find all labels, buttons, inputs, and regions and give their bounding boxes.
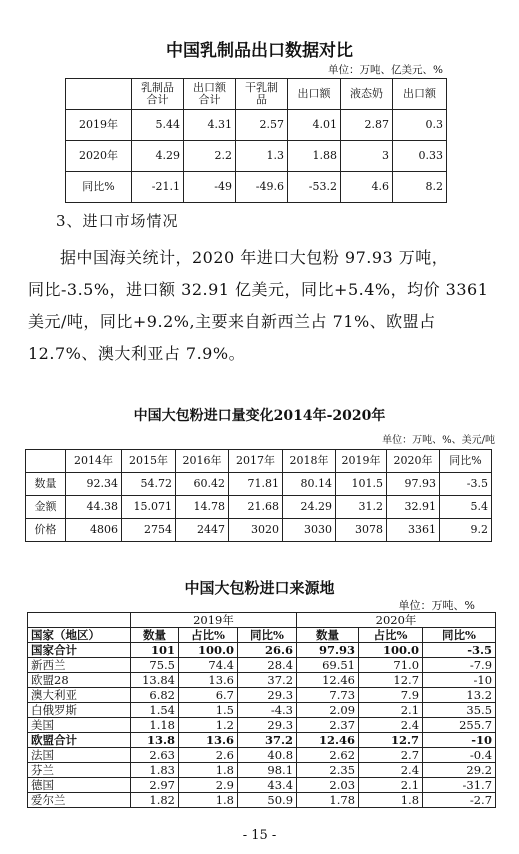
table2-cell: 92.34 — [66, 473, 122, 496]
table3-header-cell: 同比% — [238, 628, 297, 643]
table1-cell: -49.6 — [236, 172, 288, 203]
paragraph-line: 同比-3.5%，进口额 32.91 亿美元，同比+5.4%，均价 3361 — [28, 280, 489, 299]
table3-year-header: 2019年 — [131, 613, 297, 628]
table3-row — [28, 718, 496, 733]
table3-cell: 2.63 — [131, 748, 179, 763]
table2-header-cell: 同比% — [440, 450, 492, 473]
table1-cell: 2020年 — [66, 141, 132, 172]
section-heading: 3、进口市场情况 — [56, 212, 179, 230]
table1-cell: 0.33 — [393, 141, 447, 172]
table3-cell: 12.46 — [297, 673, 359, 688]
table1-cell: 1.3 — [236, 141, 288, 172]
table3-cell: -31.7 — [423, 778, 496, 793]
table3-cell: 2.1 — [359, 778, 423, 793]
table2-cell: 金额 — [26, 496, 66, 519]
paragraph-line: 12.7%、澳大利亚占 7.9%。 — [28, 344, 246, 363]
table3-cell: 1.83 — [131, 763, 179, 778]
table3-cell: 69.51 — [297, 658, 359, 673]
table3-cell: -10 — [423, 673, 496, 688]
table3-cell: 2.37 — [297, 718, 359, 733]
table3-cell: 2.09 — [297, 703, 359, 718]
table2-header-cell: 2016年 — [176, 450, 229, 473]
table3-cell: 2.97 — [131, 778, 179, 793]
table3-cell: 50.9 — [238, 793, 297, 808]
table1-cell: 5.44 — [132, 110, 184, 141]
table1-header-cell: 乳制品 合计 — [132, 79, 184, 110]
table3-header-cell: 占比% — [179, 628, 238, 643]
table3-cell: 100.0 — [179, 643, 238, 658]
table3-title: 中国大包粉进口来源地 — [184, 579, 335, 597]
table3-cell: 40.8 — [238, 748, 297, 763]
table3-corner-cell — [28, 613, 131, 628]
table3-header-cell: 占比% — [359, 628, 423, 643]
table2-cell: 101.5 — [336, 473, 387, 496]
table1-cell: 4.29 — [132, 141, 184, 172]
table3-cell: 1.8 — [179, 793, 238, 808]
table2-cell: 44.38 — [66, 496, 122, 519]
table2-cell: 3030 — [283, 519, 336, 542]
table3-row — [28, 733, 496, 748]
table2-cell: 71.81 — [229, 473, 283, 496]
table2-cell: 数量 — [26, 473, 66, 496]
table2-header-cell: 2015年 — [122, 450, 176, 473]
table1-row — [66, 110, 447, 141]
page-number: - 15 - — [242, 828, 277, 843]
table3-row — [28, 658, 496, 673]
table2-row — [26, 519, 492, 542]
table3-cell: 欧盟28 — [28, 673, 131, 688]
table1-cell: 2.87 — [341, 110, 393, 141]
table3-cell: 白俄罗斯 — [28, 703, 131, 718]
table3-row — [28, 778, 496, 793]
table3-cell: 37.2 — [238, 733, 297, 748]
table1-cell: 4.6 — [341, 172, 393, 203]
table3-cell: 澳大利亚 — [28, 688, 131, 703]
table3-cell: -3.5 — [423, 643, 496, 658]
table3-row — [28, 793, 496, 808]
table3-cell: 1.18 — [131, 718, 179, 733]
table3-cell: 1.2 — [179, 718, 238, 733]
table2-cell: 4806 — [66, 519, 122, 542]
table1-cell: 8.2 — [393, 172, 447, 203]
table3-cell: 1.82 — [131, 793, 179, 808]
table3-year-header: 2020年 — [297, 613, 496, 628]
table2-header-cell: 2017年 — [229, 450, 283, 473]
table2-cell: 32.91 — [387, 496, 440, 519]
table3-cell: 2.6 — [179, 748, 238, 763]
table1-title: 中国乳制品出口数据对比 — [166, 41, 353, 61]
table1-header-cell — [66, 79, 132, 110]
table3 — [27, 612, 496, 808]
table2-cell: 2447 — [176, 519, 229, 542]
table2-cell: 97.93 — [387, 473, 440, 496]
table3-cell: 13.2 — [423, 688, 496, 703]
table3-cell: 6.82 — [131, 688, 179, 703]
table1-cell: 3 — [341, 141, 393, 172]
table1-cell: 同比% — [66, 172, 132, 203]
table1-cell: 2019年 — [66, 110, 132, 141]
table3-unit: 单位：万吨、% — [398, 599, 475, 612]
table3-row — [28, 673, 496, 688]
table3-cell: -0.4 — [423, 748, 496, 763]
table3-cell: 35.5 — [423, 703, 496, 718]
table3-cell: 新西兰 — [28, 658, 131, 673]
table3-cell: 100.0 — [359, 643, 423, 658]
table3-cell: 12.7 — [359, 733, 423, 748]
table1-unit: 单位：万吨、亿美元、% — [328, 64, 443, 76]
table3-cell: 97.93 — [297, 643, 359, 658]
table2-cell: 14.78 — [176, 496, 229, 519]
table1-row — [66, 172, 447, 203]
table3-row — [28, 763, 496, 778]
table2-cell: 2754 — [122, 519, 176, 542]
table1-row — [66, 141, 447, 172]
table3-cell: 43.4 — [238, 778, 297, 793]
table2-cell: 31.2 — [336, 496, 387, 519]
table3-cell: 29.2 — [423, 763, 496, 778]
paragraph-line: 美元/吨，同比+9.2%,主要来自新西兰占 71%、欧盟占 — [28, 312, 436, 331]
table2-cell: 15.071 — [122, 496, 176, 519]
table2-header-row — [26, 450, 492, 473]
table1-cell: 4.31 — [184, 110, 236, 141]
table3-cell: 欧盟合计 — [28, 733, 131, 748]
table3-cell: 13.6 — [179, 733, 238, 748]
table3-cell: 1.5 — [179, 703, 238, 718]
table3-cell: 1.78 — [297, 793, 359, 808]
table3-cell: 国家合计 — [28, 643, 131, 658]
table3-cell: 98.1 — [238, 763, 297, 778]
table2-cell: 5.4 — [440, 496, 492, 519]
table3-cell: 法国 — [28, 748, 131, 763]
table3-cell: 74.4 — [179, 658, 238, 673]
table2-header-cell: 2019年 — [336, 450, 387, 473]
table1-cell: -49 — [184, 172, 236, 203]
table3-row — [28, 748, 496, 763]
table2-header-cell: 2020年 — [387, 450, 440, 473]
table3-cell: 255.7 — [423, 718, 496, 733]
table3-cell: 芬兰 — [28, 763, 131, 778]
table3-cell: 1.8 — [359, 793, 423, 808]
table3-cell: 2.9 — [179, 778, 238, 793]
table2-cell: 9.2 — [440, 519, 492, 542]
table3-cell: 美国 — [28, 718, 131, 733]
table2-cell: -3.5 — [440, 473, 492, 496]
table1 — [65, 78, 447, 203]
table3-cell: -4.3 — [238, 703, 297, 718]
table3-header-cell: 数量 — [131, 628, 179, 643]
table2-row — [26, 473, 492, 496]
table2-cell: 3020 — [229, 519, 283, 542]
table2-cell: 3361 — [387, 519, 440, 542]
table3-cell: 37.2 — [238, 673, 297, 688]
table3-cell: 2.1 — [359, 703, 423, 718]
table2-cell: 54.72 — [122, 473, 176, 496]
table3-cell: 13.6 — [179, 673, 238, 688]
table3-cell: 75.5 — [131, 658, 179, 673]
table3-cell: 爱尔兰 — [28, 793, 131, 808]
table2-cell: 24.29 — [283, 496, 336, 519]
table2-title: 中国大包粉进口量变化2014年-2020年 — [133, 408, 386, 424]
table3-cell: 6.7 — [179, 688, 238, 703]
table3-cell: -10 — [423, 733, 496, 748]
table1-cell: 4.01 — [288, 110, 341, 141]
table3-cell: 28.4 — [238, 658, 297, 673]
table1-header-cell: 液态奶 — [341, 79, 393, 110]
table3-cell: -7.9 — [423, 658, 496, 673]
table3-cell: 2.4 — [359, 763, 423, 778]
table3-cell: 71.0 — [359, 658, 423, 673]
table3-cell: 1.8 — [179, 763, 238, 778]
table3-cell: 12.7 — [359, 673, 423, 688]
table2-row — [26, 496, 492, 519]
table3-row — [28, 688, 496, 703]
table2-cell: 3078 — [336, 519, 387, 542]
table3-header-row — [28, 628, 496, 643]
table3-cell: -2.7 — [423, 793, 496, 808]
table1-cell: 2.2 — [184, 141, 236, 172]
table3-cell: 2.35 — [297, 763, 359, 778]
table1-cell: 0.3 — [393, 110, 447, 141]
table2-cell: 21.68 — [229, 496, 283, 519]
body-paragraph — [28, 242, 498, 370]
table2-header-cell: 2014年 — [66, 450, 122, 473]
table1-header-cell: 出口额 — [393, 79, 447, 110]
paragraph-line: 据中国海关统计，2020 年进口大包粉 97.93 万吨， — [60, 248, 449, 267]
table3-header-cell: 数量 — [297, 628, 359, 643]
table3-cell: 7.73 — [297, 688, 359, 703]
table3-cell: 2.4 — [359, 718, 423, 733]
table2-header-cell: 2018年 — [283, 450, 336, 473]
table3-cell: 德国 — [28, 778, 131, 793]
table1-header-row — [66, 79, 447, 110]
table2-header-cell — [26, 450, 66, 473]
table1-header-cell: 出口额 — [288, 79, 341, 110]
table3-year-row — [28, 613, 496, 628]
table2-unit: 单位：万吨、%、美元/吨 — [382, 435, 495, 446]
table3-cell: 1.54 — [131, 703, 179, 718]
table3-row — [28, 643, 496, 658]
table3-cell: 29.3 — [238, 688, 297, 703]
table3-body — [28, 643, 496, 808]
table1-cell: -21.1 — [132, 172, 184, 203]
table3-header-cell: 国家（地区） — [28, 628, 131, 643]
table1-cell: -53.2 — [288, 172, 341, 203]
table1-cell: 2.57 — [236, 110, 288, 141]
table3-cell: 7.9 — [359, 688, 423, 703]
table1-header-cell: 干乳制 品 — [236, 79, 288, 110]
table3-cell: 2.62 — [297, 748, 359, 763]
table3-cell: 2.7 — [359, 748, 423, 763]
table3-header-cell: 同比% — [423, 628, 496, 643]
table3-cell: 12.46 — [297, 733, 359, 748]
table2 — [25, 449, 492, 542]
table3-cell: 29.3 — [238, 718, 297, 733]
table3-cell: 2.03 — [297, 778, 359, 793]
table1-header-cell: 出口额 合计 — [184, 79, 236, 110]
table2-cell: 价格 — [26, 519, 66, 542]
table3-cell: 13.84 — [131, 673, 179, 688]
table3-row — [28, 703, 496, 718]
table1-cell: 1.88 — [288, 141, 341, 172]
table2-cell: 80.14 — [283, 473, 336, 496]
table2-cell: 60.42 — [176, 473, 229, 496]
table3-cell: 26.6 — [238, 643, 297, 658]
table3-cell: 13.8 — [131, 733, 179, 748]
table3-cell: 101 — [131, 643, 179, 658]
